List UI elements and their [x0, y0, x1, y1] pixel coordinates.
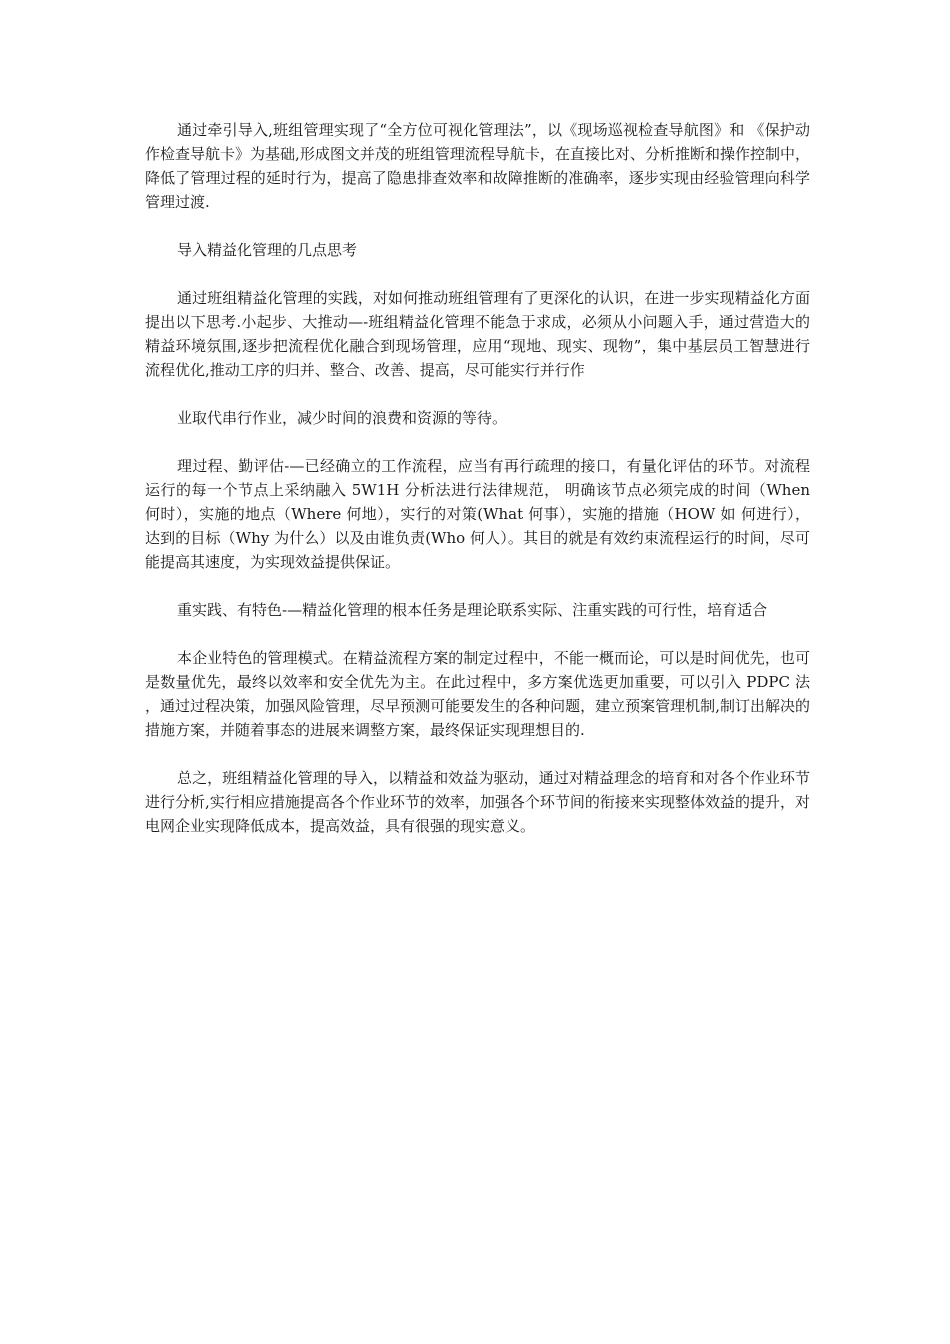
- section-heading: 导入精益化管理的几点思考: [177, 241, 358, 259]
- paragraph-continuation: 业取代串行作业，减少时间的浪费和资源的等待。: [177, 409, 508, 427]
- paragraph-management-mode: 本企业特色的管理模式。在精益流程方案的制定过程中，不能一概而论，可以是时间优先，也可是数量优先，最终以效率和安全优先为主。在此过程中，多方案优选更加重要，可以引入 PDPC 法 ，通过过程决策，加强风险管理，尽早预测可能要发生的各种问题，建立预案管理机制,制订出解决的措施方案，并随着事态的进展来调整方案，最终保证实现理想目的.: [145, 649, 810, 739]
- paragraph-process-evaluation: 理过程、勤评估-—已经确立的工作流程，应当有再行疏理的接口，有量化评估的环节。对流程运行的每一个节点上采纳融入 5W1H 分析法进行法律规范， 明确该节点必须完成的时间（When 何时），实施的地点（Where 何地），实行的对策(What 何事），实施的措施（HOW 如 何进行），达到的目标（Why 为什么）以及由谁负责(Who 何人）。其目的就是有效约束流程运行的时间，尽可能提高其速度，为实现效益提供保证。: [145, 457, 810, 571]
- document-body: [145, 118, 810, 862]
- paragraph-visual-management: 通过牵引导入,班组管理实现了“全方位可视化管理法”，以《现场巡视检查导航图》和 《保护动作检查导航卡》为基础,形成图文并茂的班组管理流程导航卡，在直接比对、分析推断和操作控制中，降低了管理过程的延时行为，提高了隐患排查效率和故障推断的准确率，逐步实现由经验管理向科学管理过渡.: [145, 121, 810, 211]
- paragraph-practice-feature: 重实践、有特色-—精益化管理的根本任务是理论联系实际、注重实践的可行性，培育适合: [177, 601, 768, 619]
- paragraph-start-small: 通过班组精益化管理的实践，对如何推动班组管理有了更深化的认识，在进一步实现精益化方面提出以下思考.小起步、大推动—-班组精益化管理不能急于求成，必须从小问题入手，通过营造大的精益环境氛围,逐步把流程优化融合到现场管理，应用“现地、现实、现物”，集中基层员工智慧进行流程优化,推动工序的归并、整合、改善、提高，尽可能实行并行作: [145, 289, 810, 379]
- paragraph-conclusion: 总之，班组精益化管理的导入，以精益和效益为驱动，通过对精益理念的培育和对各个作业环节进行分析,实行相应措施提高各个作业环节的效率，加强各个环节间的衔接来实现整体效益的提升，对电网企业实现降低成本，提高效益，具有很强的现实意义。: [145, 769, 810, 835]
